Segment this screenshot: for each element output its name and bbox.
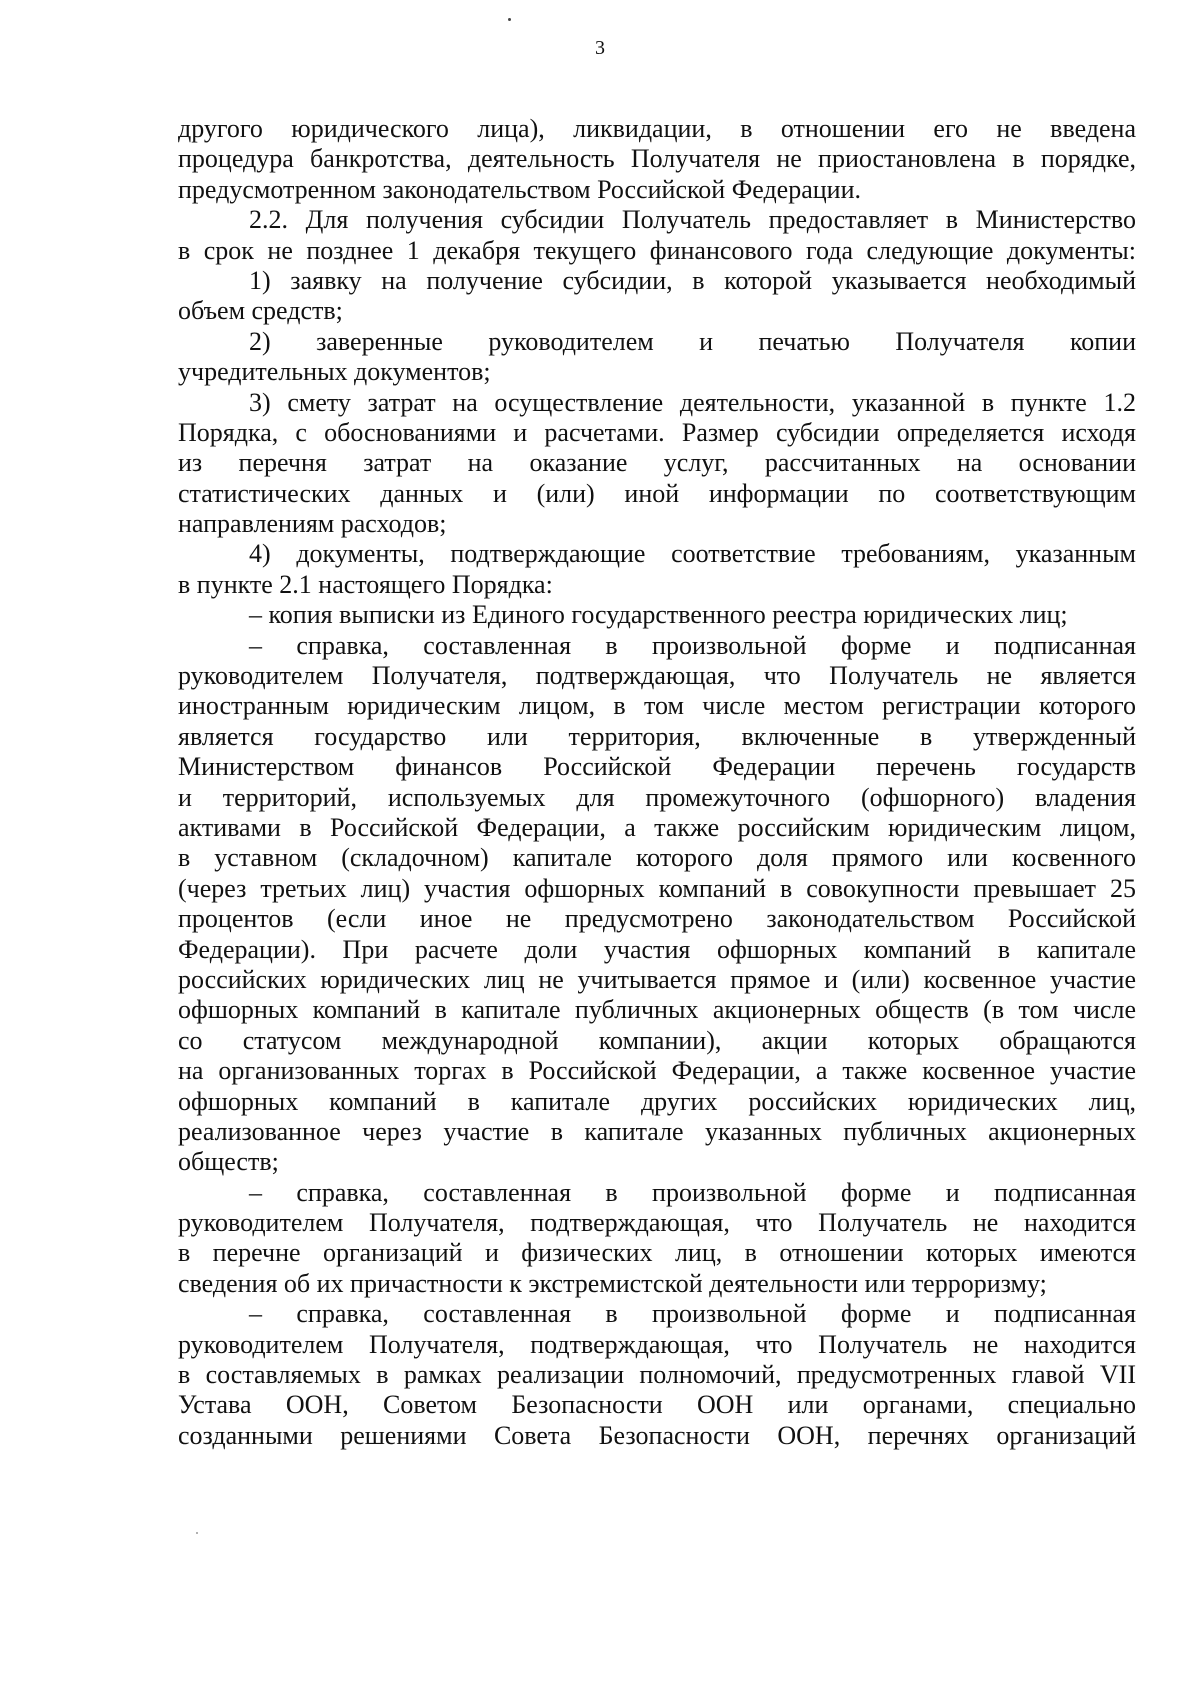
text-line: направлениям расходов;: [178, 509, 447, 539]
text-line: Министерством финансов Российской Федерации перечень государств: [178, 752, 1136, 782]
text-line: (через третьих лиц) участия офшорных компаний в совокупности превышает 25: [178, 873, 1136, 903]
text-line: в перечне организаций и физических лиц, в отношении которых имеются: [178, 1238, 1136, 1268]
text-line: офшорных компаний в капитале других российских юридических лиц,: [178, 1086, 1136, 1116]
text-line: – справка, составленная в произвольной форме и подписанная: [249, 1177, 1136, 1207]
text-line: и территорий, используемых для промежуточного (офшорного) владения: [178, 782, 1136, 812]
text-line: офшорных компаний в капитале публичных акционерных обществ (в том числе: [178, 995, 1136, 1025]
text-line: активами в Российской Федерации, а также российским юридическим лицом,: [178, 812, 1136, 842]
scan-speck: [196, 1532, 198, 1534]
text-line: статистических данных и (или) иной информации по соответствующим: [178, 478, 1136, 508]
text-line: является государство или территория, включенные в утвержденный: [178, 721, 1136, 751]
text-line: созданными решениями Совета Безопасности ООН, перечнях организаций: [178, 1420, 1136, 1450]
text-line: в составляемых в рамках реализации полномочий, предусмотренных главой VII: [178, 1360, 1136, 1390]
text-line: иностранным юридическим лицом, в том числе местом регистрации которого: [178, 691, 1136, 721]
text-line: из перечня затрат на оказание услуг, рассчитанных на основании: [178, 448, 1136, 478]
text-line: 1) заявку на получение субсидии, в которой указывается необходимый: [249, 265, 1136, 295]
text-line: – справка, составленная в произвольной форме и подписанная: [249, 1299, 1136, 1329]
text-line: руководителем Получателя, подтверждающая, что Получатель не находится: [178, 1329, 1136, 1359]
text-line: процентов (если иное не предусмотрено законодательством Российской: [178, 904, 1136, 934]
text-line: Федерации). При расчете доли участия офшорных компаний в капитале: [178, 934, 1136, 964]
text-line: сведения об их причастности к экстремистской деятельности или терроризму;: [178, 1268, 1047, 1298]
text-line: 2.2. Для получения субсидии Получатель предоставляет в Министерство: [249, 205, 1136, 235]
text-line: учредительных документов;: [178, 357, 491, 387]
scan-speck: [508, 18, 511, 21]
text-line: реализованное через участие в капитале указанных публичных акционерных: [178, 1116, 1136, 1146]
text-line: – копия выписки из Единого государственного реестра юридических лиц;: [249, 600, 1068, 630]
document-body: [178, 114, 1136, 1451]
text-line: на организованных торгах в Российской Федерации, а также косвенное участие: [178, 1056, 1136, 1086]
text-line: 2) заверенные руководителем и печатью Получателя копии: [249, 326, 1136, 356]
text-line: другого юридического лица), ликвидации, в отношении его не введена: [178, 114, 1136, 143]
text-line: – справка, составленная в произвольной форме и подписанная: [249, 630, 1136, 660]
text-line: руководителем Получателя, подтверждающая, что Получатель не является: [178, 661, 1136, 691]
text-line: Устава ООН, Советом Безопасности ООН или органами, специально: [178, 1390, 1136, 1420]
text-line: со статусом международной компании), акции которых обращаются: [178, 1025, 1136, 1055]
text-line: Порядка, с обоснованиями и расчетами. Размер субсидии определяется исходя: [178, 417, 1136, 447]
text-line: предусмотренном законодательством Российской Федерации.: [178, 174, 861, 204]
text-line: процедура банкротства, деятельность Получателя не приостановлена в порядке,: [178, 144, 1136, 174]
text-line: в пункте 2.1 настоящего Порядка:: [178, 569, 553, 599]
text-line: российских юридических лиц не учитывается прямое и (или) косвенное участие: [178, 964, 1136, 994]
text-line: в уставном (складочном) капитале которого доля прямого или косвенного: [178, 843, 1136, 873]
text-line: обществ;: [178, 1147, 279, 1177]
text-line: 3) смету затрат на осуществление деятельности, указанной в пункте 1.2: [249, 387, 1136, 417]
text-line: руководителем Получателя, подтверждающая, что Получатель не находится: [178, 1208, 1136, 1238]
text-line: 4) документы, подтверждающие соответствие требованиям, указанным: [249, 539, 1136, 569]
text-line: в срок не позднее 1 декабря текущего финансового года следующие документы:: [178, 235, 1136, 265]
text-line: объем средств;: [178, 296, 343, 326]
page-number: 3: [595, 37, 605, 59]
